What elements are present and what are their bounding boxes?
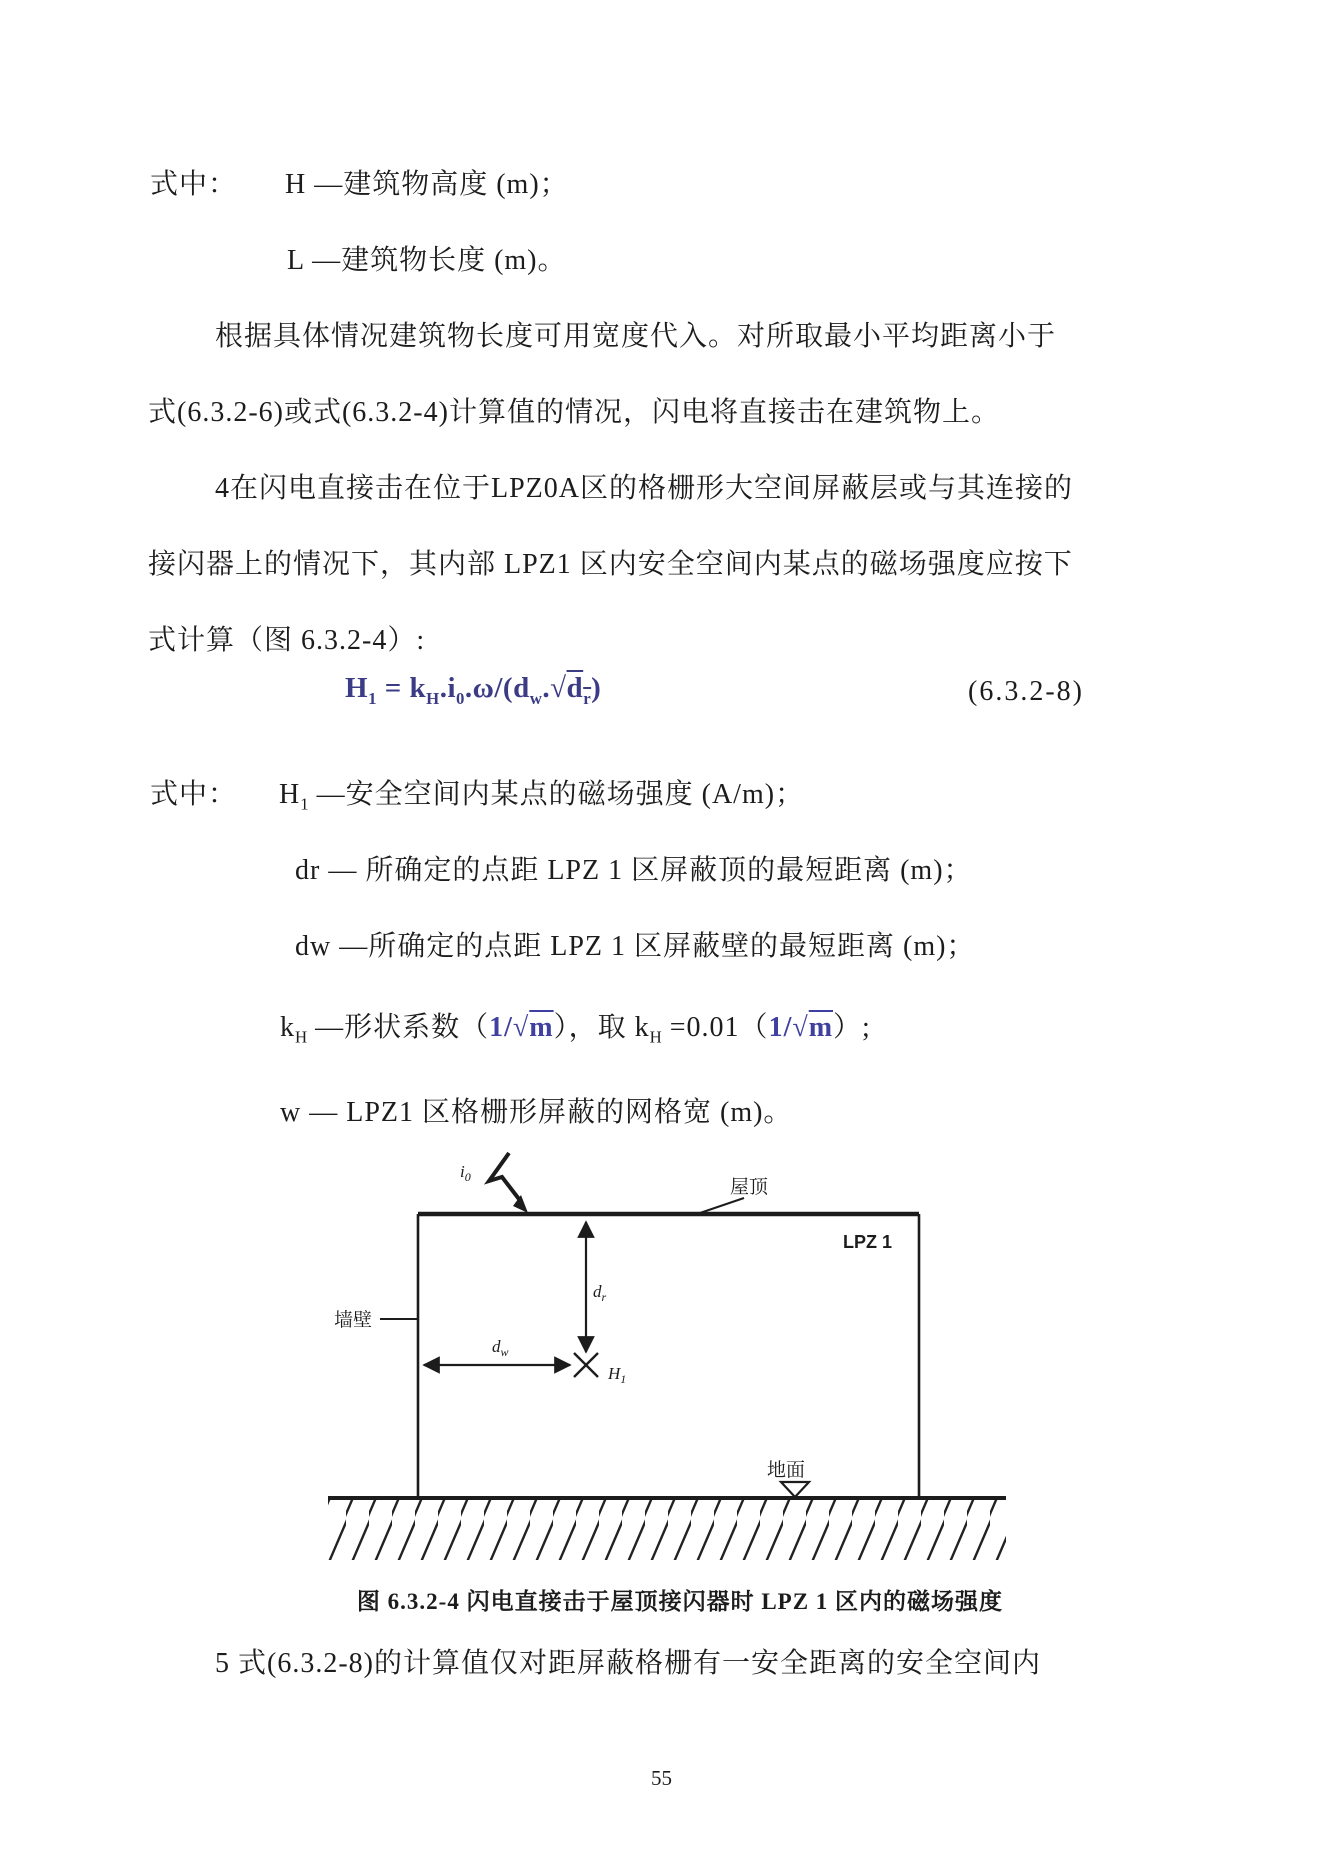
one-over-sqrt-m-2: 1/√m: [768, 1012, 834, 1043]
symbol-L-definition: L —建筑物长度 (m)。: [287, 245, 567, 276]
page-number: 55: [651, 1766, 672, 1790]
symbol-w-definition: w — LPZ1 区格栅形屏蔽的网格宽 (m)。: [280, 1097, 793, 1128]
paragraph-width-substitution-2: 式(6.3.2-6)或式(6.3.2-4)计算值的情况，闪电将直接击在建筑物上。: [148, 397, 1000, 428]
one-over-sqrt-m-1: 1/√m: [489, 1012, 554, 1043]
roof-label: 屋顶: [730, 1177, 769, 1198]
ground-hatching: [328, 1500, 1006, 1560]
ground-label: 地面: [767, 1460, 806, 1481]
paragraph-item4-2: 接闪器上的情况下，其内部 LPZ1 区内安全空间内某点的磁场强度应按下: [148, 549, 1073, 580]
roof-leader-line: [697, 1198, 744, 1214]
figure-6-3-2-4: [300, 1145, 1020, 1575]
paragraph-item5: 5 式(6.3.2-8)的计算值仅对距屏蔽格栅有一安全距离的安全空间内: [215, 1648, 1041, 1679]
dr-label: $d_r$: [593, 1282, 607, 1304]
h1-point-label: $H_1$: [608, 1364, 627, 1386]
formula-H: H: [345, 672, 369, 704]
radical-sign: √: [550, 672, 567, 704]
current-i0-label: $i_0$: [460, 1162, 471, 1184]
where-label: 式中：: [150, 169, 238, 200]
symbol-H1: H: [279, 779, 301, 810]
paragraph-item4-3: 式计算（图 6.3.2-4）:: [148, 625, 426, 656]
equation-number: (6.3.2-8): [968, 676, 1084, 707]
where-label-2: 式中：: [150, 779, 238, 810]
where-clause-2: 式中： $H_1$ —安全空间内某点的磁场强度 (A/m)；: [150, 779, 805, 814]
lpz1-zone-label: LPZ 1: [843, 1232, 893, 1252]
symbol-kh-definition: $k_H$ —形状系数（1/√m），取 $k_H =0.01(1/√m)$;: [280, 1012, 871, 1047]
lightning-bolt-icon: [489, 1153, 522, 1203]
symbol-dw-definition: dw —所确定的点距 LPZ 1 区屏蔽壁的最短距离 (m)；: [295, 931, 976, 962]
symbol-dr-definition: dr — 所确定的点距 LPZ 1 区屏蔽顶的最短距离 (m)；: [295, 855, 973, 886]
lightning-arrowhead: [513, 1195, 528, 1213]
dw-label: $d_w$: [492, 1337, 509, 1359]
symbol-H-definition: H —建筑物高度 (m)；: [285, 169, 569, 200]
paragraph-width-substitution-1: 根据具体情况建筑物长度可用宽度代入。对所取最小平均距离小于: [215, 321, 1057, 352]
paragraph-item4-1: 4在闪电直接击在位于LPZ0A区的格栅形大空间屏蔽层或与其连接的: [215, 473, 1074, 504]
where-clause-1: [150, 162, 569, 202]
ground-datum-icon: [781, 1482, 809, 1497]
figure-caption: 图 6.3.2-4 闪电直接击于屋顶接闪器时 LPZ 1 区内的磁场强度: [356, 1589, 1004, 1614]
wall-label: 墙壁: [334, 1310, 373, 1331]
equation-6328: $H_1 = k_H.i_0.\omega/(d_w.√d_r)$: [345, 672, 602, 708]
